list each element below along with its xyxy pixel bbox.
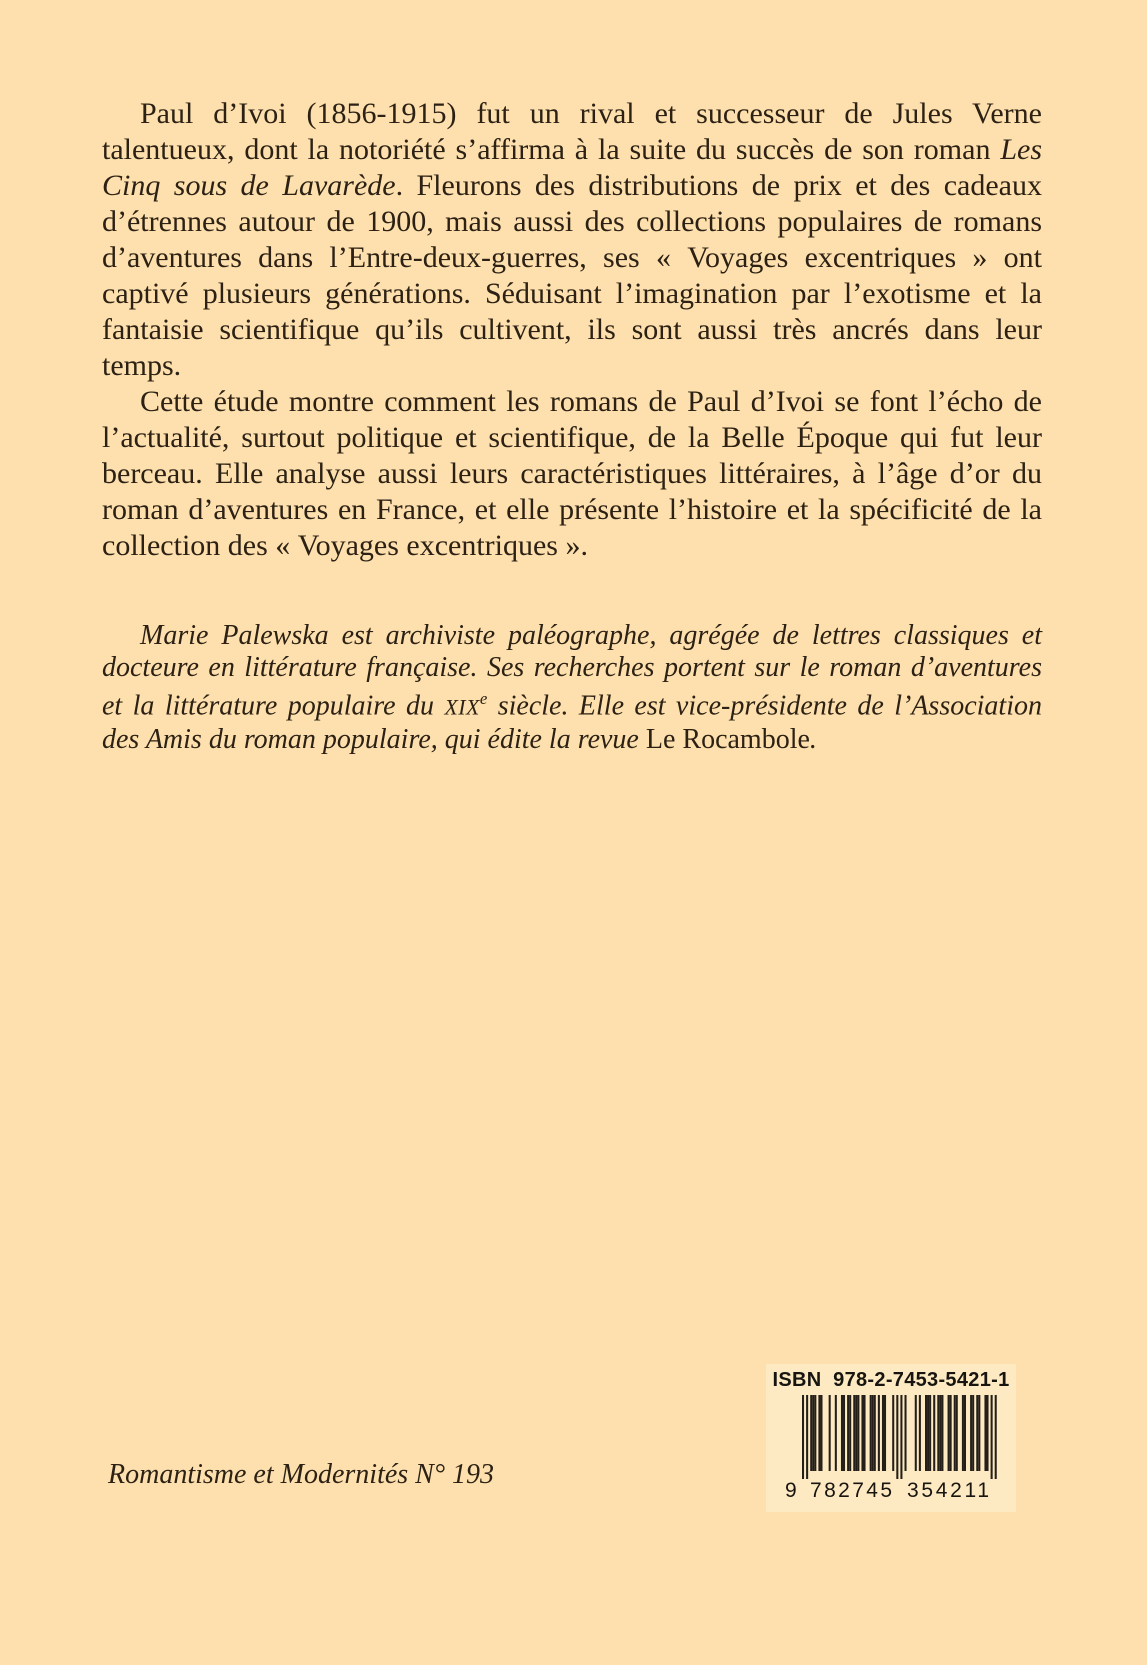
- text-segment: e: [479, 689, 488, 708]
- isbn-label: ISBN 978-2-7453-5421-1: [772, 1369, 1010, 1391]
- text-segment: Les Cinq sous de Lavarède: [102, 133, 1042, 202]
- text-segment: Cette étude montre comment les romans de Paul d’Ivoi se font l’écho de l’actualité, surtout politique et scientifique, de la Belle Époque qui fut leur berceau. Elle analyse aussi leurs caractéristiques littéraires, à l’âge d’or du roman d’aventures en France, et elle présente l’histoire et la spécificité de la collection des « Voyages excentriques ».: [102, 385, 1042, 562]
- text-segment: Marie Palewska est archiviste paléographe, agrégée de lettres classiques et docteure en littérature française. Ses recherches portent sur le roman d’aventures et la littérature populaire du: [102, 620, 1042, 722]
- barcode-panel: [766, 1364, 1016, 1512]
- text-segment: . Fleurons des distributions de prix et des cadeaux d’étrennes autour de 1900, mais aussi des collections populaires de romans d’aventures dans l’Entre-deux-guerres, ses « Voyages excentriques » ont captivé plusieurs générations. Séduisant l’imagination par l’exotisme et la fantaisie scientifique qu’ils cultivent, ils sont aussi très ancrés dans leur temps.: [102, 169, 1042, 382]
- barcode-digits: 9: [785, 1479, 797, 1502]
- text-segment: .: [809, 723, 817, 755]
- author-bio-paragraph: [102, 620, 1042, 755]
- back-cover-text-block: [102, 96, 1042, 755]
- text-segment: siècle. Elle est vice-présidente de l’Association des Amis du roman populaire, qui édite la revue: [102, 690, 1042, 755]
- ean13-barcode: [776, 1395, 1006, 1505]
- barcode-digits: 354211: [907, 1479, 989, 1502]
- text-segment: Le Rocambole: [645, 723, 810, 755]
- text-segment: Paul d’Ivoi (1856-1915) fut un rival et successeur de Jules Verne talentueux, dont la notoriété s’affirma à la suite du succès de son roman: [102, 97, 1042, 166]
- synopsis-paragraph-1: [102, 96, 1042, 384]
- synopsis-paragraph-2: [102, 384, 1042, 564]
- text-segment: XIX: [444, 695, 480, 720]
- series-label: Romantisme et Modernités N° 193: [108, 1459, 495, 1490]
- barcode-digits: 782745: [810, 1479, 892, 1502]
